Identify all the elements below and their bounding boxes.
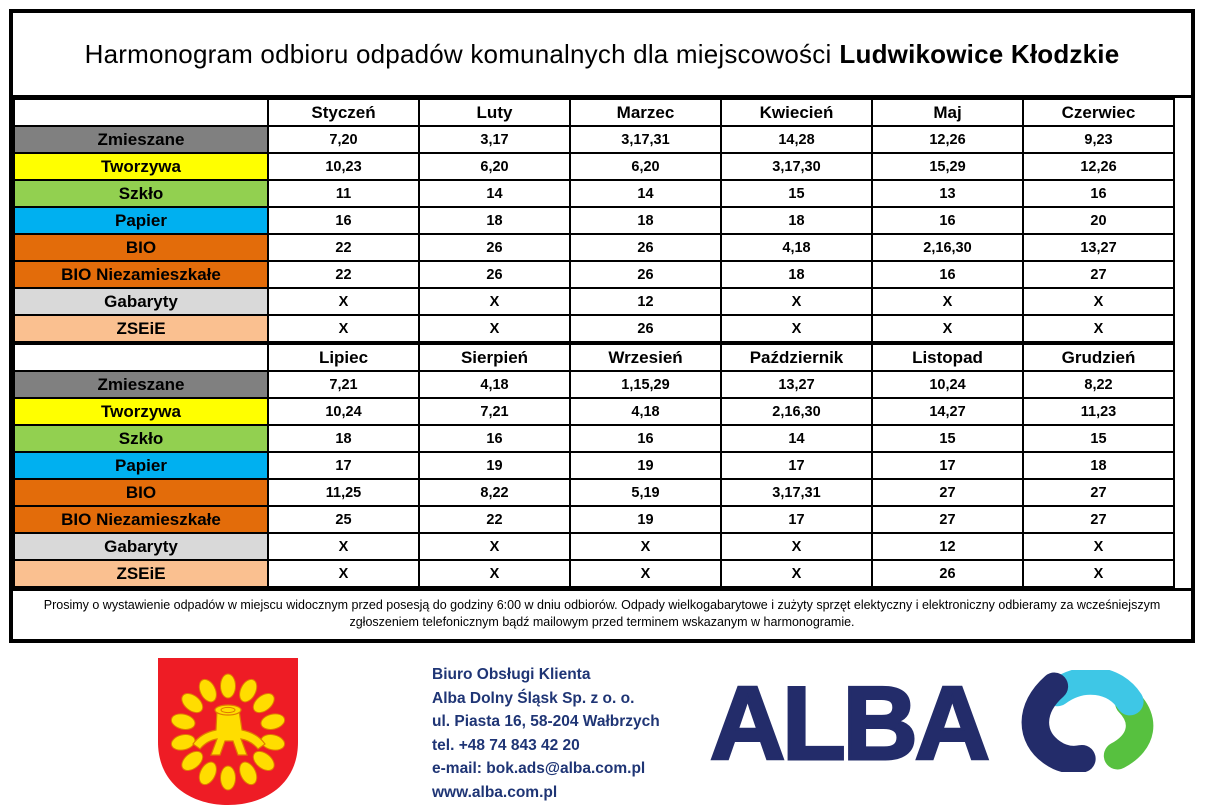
month-header: Maj — [872, 99, 1023, 126]
month-header-row — [14, 344, 1174, 371]
schedule-cell: 17 — [872, 452, 1023, 479]
month-header: Marzec — [570, 99, 721, 126]
schedule-cell: 18 — [570, 207, 721, 234]
schedule-cell: 19 — [570, 506, 721, 533]
schedule-cell: X — [268, 315, 419, 342]
schedule-cell: 12,26 — [872, 126, 1023, 153]
schedule-cell: 8,22 — [419, 479, 570, 506]
schedule-cell: 13 — [872, 180, 1023, 207]
schedule-cell: 12 — [872, 533, 1023, 560]
schedule-cell: 10,23 — [268, 153, 419, 180]
schedule-cell: 14 — [570, 180, 721, 207]
schedule-cell: X — [872, 288, 1023, 315]
schedule-cell: X — [1023, 533, 1174, 560]
waste-type-label: Papier — [14, 452, 268, 479]
month-header: Luty — [419, 99, 570, 126]
schedule-cell: 1,15,29 — [570, 371, 721, 398]
schedule-cell: 14 — [419, 180, 570, 207]
schedule-cell: 26 — [419, 261, 570, 288]
waste-type-label: ZSEiE — [14, 315, 268, 342]
municipal-crest — [155, 656, 301, 807]
schedule-cell: X — [721, 533, 872, 560]
schedule-cell: X — [721, 288, 872, 315]
schedule-cell: 7,20 — [268, 126, 419, 153]
schedule-cell: 3,17 — [419, 126, 570, 153]
schedule-cell: 26 — [872, 560, 1023, 587]
schedule-cell: 15 — [1023, 425, 1174, 452]
schedule-cell: 18 — [419, 207, 570, 234]
waste-type-label: BIO — [14, 479, 268, 506]
waste-type-label: Szkło — [14, 425, 268, 452]
schedule-cell: 6,20 — [570, 153, 721, 180]
schedule-cell: X — [1023, 288, 1174, 315]
schedule-cell: 14,27 — [872, 398, 1023, 425]
waste-type-label: BIO Niezamieszkałe — [14, 261, 268, 288]
schedule-cell: 26 — [570, 234, 721, 261]
schedule-cell: 15 — [872, 425, 1023, 452]
schedule-cell: 18 — [721, 261, 872, 288]
month-header: Listopad — [872, 344, 1023, 371]
waste-type-label: Papier — [14, 207, 268, 234]
schedule-cell: 16 — [268, 207, 419, 234]
table-row — [14, 153, 1174, 180]
schedule-cell: X — [721, 315, 872, 342]
footer-note-line2: zgłoszeniem telefonicznym bądź mailowym przed terminem wskazanym w harmonogramie. — [349, 615, 855, 629]
schedule-cell: 13,27 — [721, 371, 872, 398]
schedule-cell: X — [268, 288, 419, 315]
schedule-cell: 16 — [419, 425, 570, 452]
schedule-cell: 27 — [872, 506, 1023, 533]
waste-type-label: Gabaryty — [14, 533, 268, 560]
table-row — [14, 207, 1174, 234]
table-row — [14, 180, 1174, 207]
schedule-cell: 26 — [570, 315, 721, 342]
table-row — [14, 533, 1174, 560]
schedule-cell: 16 — [570, 425, 721, 452]
alba-logo — [710, 664, 1163, 784]
schedule-cell: 3,17,30 — [721, 153, 872, 180]
schedule-table-first-half — [13, 98, 1175, 343]
contact-office: Biuro Obsługi Klienta — [432, 666, 591, 683]
month-header: Sierpień — [419, 344, 570, 371]
table-row — [14, 315, 1174, 342]
month-header-row — [14, 99, 1174, 126]
schedule-cell: 11,23 — [1023, 398, 1174, 425]
waste-type-label: Tworzywa — [14, 153, 268, 180]
table-row — [14, 479, 1174, 506]
schedule-cell: 4,18 — [419, 371, 570, 398]
waste-type-label: Zmieszane — [14, 126, 268, 153]
schedule-cell: X — [419, 315, 570, 342]
schedule-cell: 27 — [1023, 261, 1174, 288]
footer-note-line1: Prosimy o wystawienie odpadów w miejscu widocznym przed posesją do godziny 6:00 w dniu odbiorów. Odpady wielkogabarytowe i zużyty sprzęt elektyczny i elektroniczny odbieramy za wcześniejszym — [43, 598, 1161, 612]
schedule-cell: 18 — [721, 207, 872, 234]
table-row — [14, 288, 1174, 315]
schedule-cell: 20 — [1023, 207, 1174, 234]
schedule-cell: X — [1023, 315, 1174, 342]
contact-phone: tel. +48 74 843 42 20 — [432, 736, 580, 754]
schedule-cell: 10,24 — [268, 398, 419, 425]
month-header: Lipiec — [268, 344, 419, 371]
corner-cell — [14, 99, 268, 126]
table-row — [14, 261, 1174, 288]
schedule-cell: 15 — [721, 180, 872, 207]
schedule-cell: 11 — [268, 180, 419, 207]
table-row — [14, 398, 1174, 425]
schedule-cell: 18 — [1023, 452, 1174, 479]
month-header: Kwiecień — [721, 99, 872, 126]
schedule-cell: 11,25 — [268, 479, 419, 506]
schedule-cell: 12 — [570, 288, 721, 315]
footer-note — [13, 588, 1191, 639]
schedule-cell: 5,19 — [570, 479, 721, 506]
schedule-cell: 18 — [268, 425, 419, 452]
schedule-cell: 12,26 — [1023, 153, 1174, 180]
schedule-cell: 15,29 — [872, 153, 1023, 180]
page-title-city: Ludwikowice Kłodzkie — [839, 38, 1120, 69]
schedule-cell: 19 — [419, 452, 570, 479]
contact-address: ul. Piasta 16, 58-204 Wałbrzych — [432, 713, 660, 731]
schedule-cell: 22 — [419, 506, 570, 533]
schedule-cell: 26 — [419, 234, 570, 261]
schedule-cell: X — [1023, 560, 1174, 587]
schedule-cell: 17 — [721, 452, 872, 479]
schedule-cell: 7,21 — [419, 398, 570, 425]
waste-type-label: Zmieszane — [14, 371, 268, 398]
schedule-cell: 2,16,30 — [721, 398, 872, 425]
waste-type-label: Gabaryty — [14, 288, 268, 315]
month-header: Październik — [721, 344, 872, 371]
schedule-cell: 17 — [268, 452, 419, 479]
waste-type-label: Szkło — [14, 180, 268, 207]
table-row — [14, 371, 1174, 398]
schedule-cell: 9,23 — [1023, 126, 1174, 153]
schedule-cell: 16 — [1023, 180, 1174, 207]
corner-cell — [14, 344, 268, 371]
schedule-cell: 3,17,31 — [570, 126, 721, 153]
contact-email: e-mail: bok.ads@alba.com.pl — [432, 760, 646, 778]
alba-swirl-icon — [1013, 670, 1163, 772]
schedule-cell: X — [419, 560, 570, 587]
contact-block — [432, 663, 660, 805]
schedule-cell: X — [268, 533, 419, 560]
schedule-cell: X — [570, 533, 721, 560]
waste-type-label: ZSEiE — [14, 560, 268, 587]
contact-website: www.alba.com.pl — [432, 783, 558, 801]
month-header: Czerwiec — [1023, 99, 1174, 126]
schedule-cell: 26 — [570, 261, 721, 288]
waste-type-label: BIO Niezamieszkałe — [14, 506, 268, 533]
schedule-cell: 16 — [872, 261, 1023, 288]
schedule-cell: X — [570, 560, 721, 587]
month-header: Styczeń — [268, 99, 419, 126]
schedule-cell: 6,20 — [419, 153, 570, 180]
table-row — [14, 234, 1174, 261]
month-header: Wrzesień — [570, 344, 721, 371]
schedule-cell: 4,18 — [570, 398, 721, 425]
schedule-sheet — [9, 9, 1195, 643]
page-title — [13, 13, 1191, 98]
alba-wordmark: ALBA — [710, 666, 987, 782]
schedule-cell: 7,21 — [268, 371, 419, 398]
contact-company: Alba Dolny Śląsk Sp. z o. o. — [432, 689, 635, 707]
schedule-cell: X — [872, 315, 1023, 342]
schedule-cell: 8,22 — [1023, 371, 1174, 398]
waste-type-label: BIO — [14, 234, 268, 261]
schedule-table-second-half — [13, 343, 1175, 588]
schedule-cell: 22 — [268, 261, 419, 288]
table-row — [14, 126, 1174, 153]
schedule-cell: X — [419, 288, 570, 315]
schedule-cell: X — [721, 560, 872, 587]
schedule-cell: 14 — [721, 425, 872, 452]
schedule-cell: 22 — [268, 234, 419, 261]
schedule-cell: 13,27 — [1023, 234, 1174, 261]
page-title-text: Harmonogram odbioru odpadów komunalnych dla miejscowości — [84, 38, 832, 69]
schedule-cell: 25 — [268, 506, 419, 533]
schedule-cell: 27 — [1023, 479, 1174, 506]
schedule-cell: X — [419, 533, 570, 560]
schedule-cell: 16 — [872, 207, 1023, 234]
month-header: Grudzień — [1023, 344, 1174, 371]
schedule-cell: 27 — [1023, 506, 1174, 533]
schedule-cell: 14,28 — [721, 126, 872, 153]
schedule-cell: 2,16,30 — [872, 234, 1023, 261]
table-row — [14, 452, 1174, 479]
table-row — [14, 425, 1174, 452]
waste-type-label: Tworzywa — [14, 398, 268, 425]
table-row — [14, 560, 1174, 587]
schedule-cell: 27 — [872, 479, 1023, 506]
schedule-cell: 17 — [721, 506, 872, 533]
table-row — [14, 506, 1174, 533]
schedule-cell: X — [268, 560, 419, 587]
schedule-cell: 10,24 — [872, 371, 1023, 398]
schedule-cell: 19 — [570, 452, 721, 479]
schedule-cell: 3,17,31 — [721, 479, 872, 506]
schedule-cell: 4,18 — [721, 234, 872, 261]
